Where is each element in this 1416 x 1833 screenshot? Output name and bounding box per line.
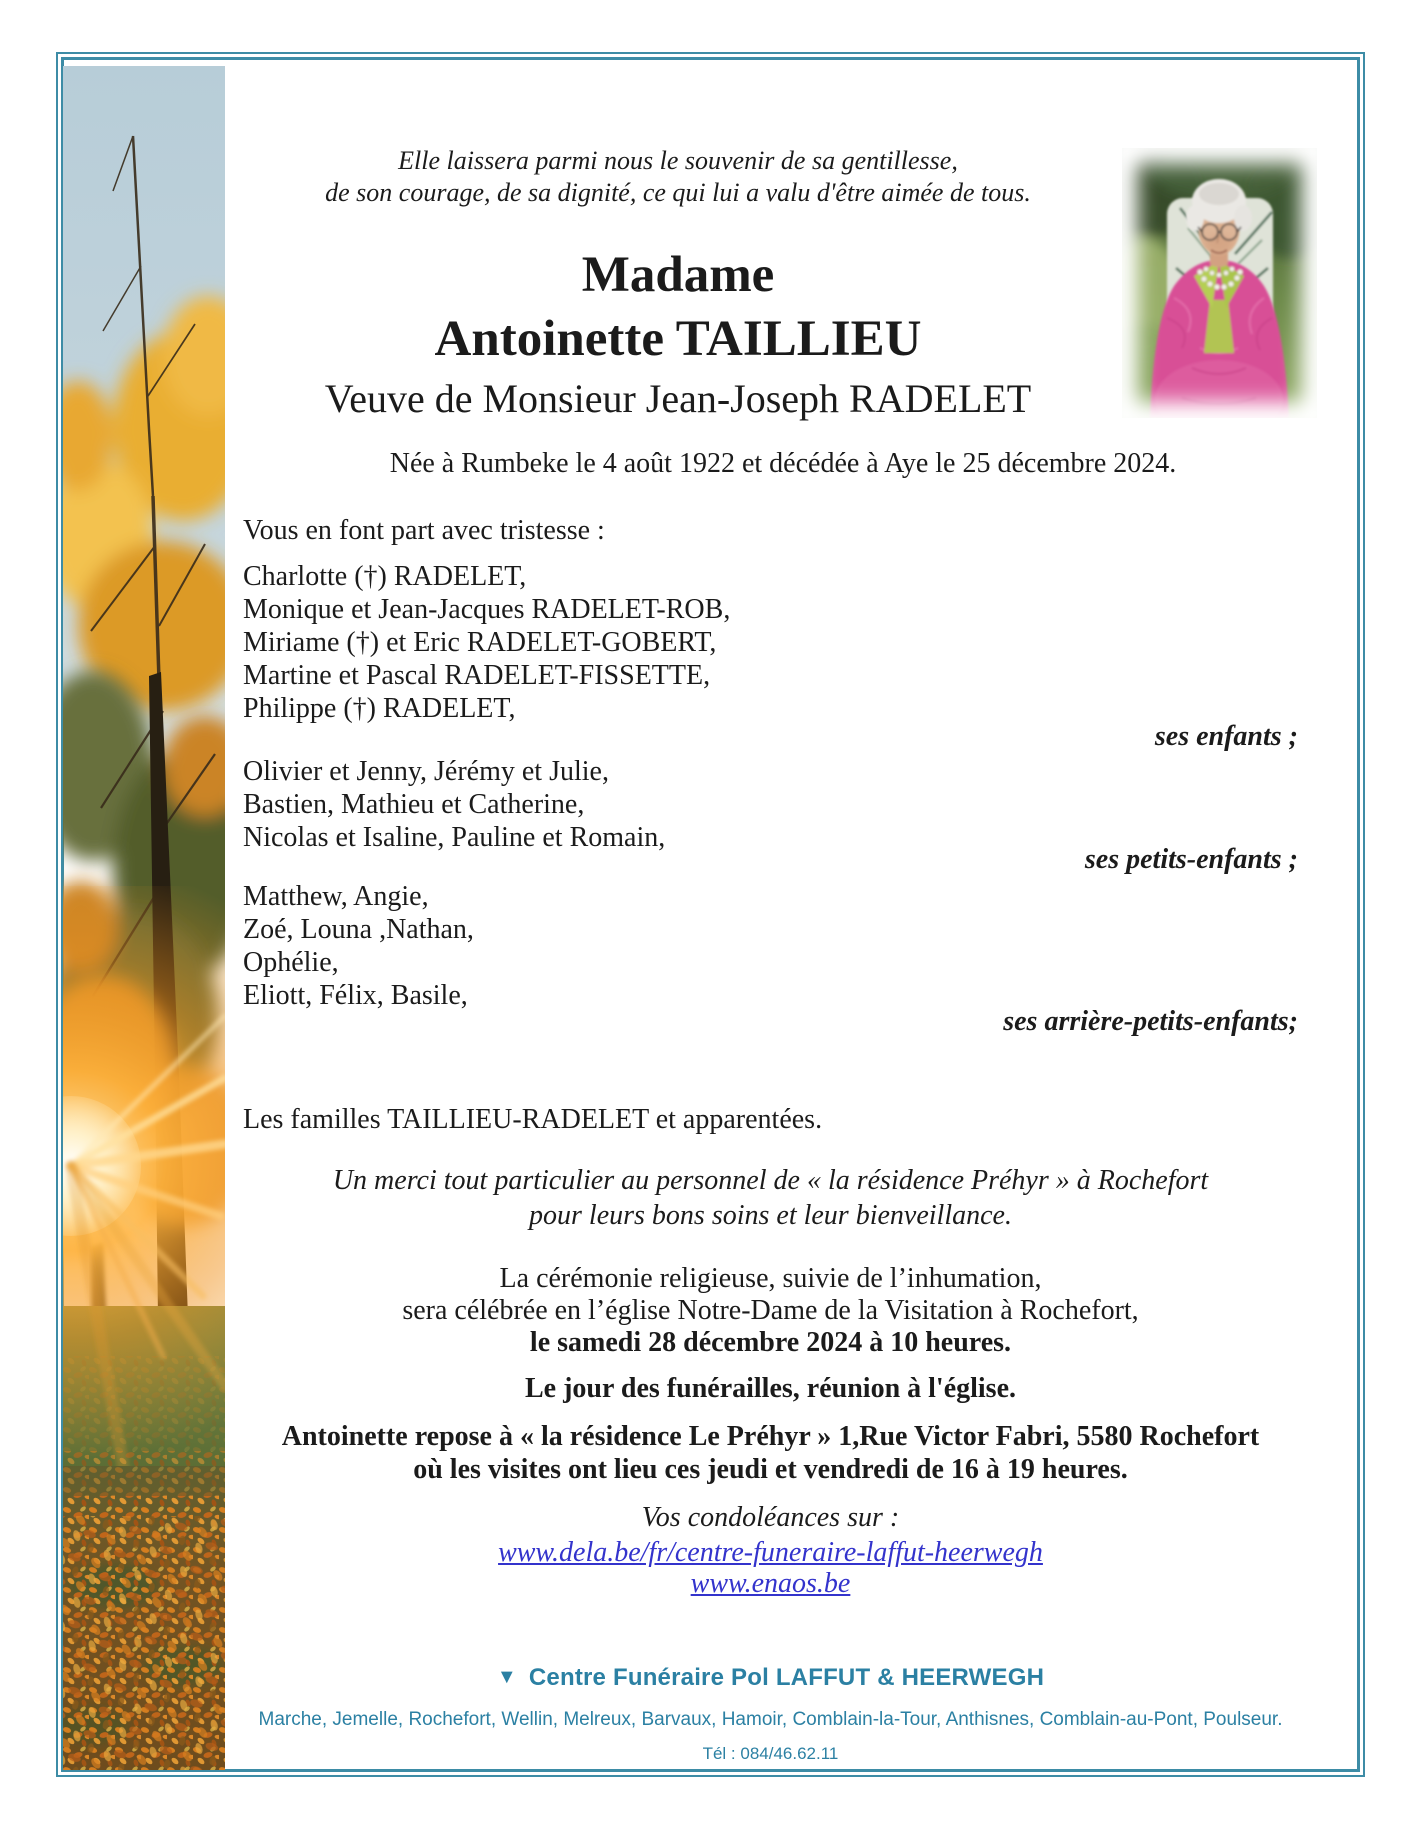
widow-of-line: Veuve de Monsieur Jean-Joseph RADELET (324, 376, 1032, 421)
announcement-line: Vous en font part avec tristesse : (243, 515, 605, 546)
list-item: Bastien, Mathieu et Catherine, (243, 789, 585, 820)
thanks-line1: Un merci tout particulier au personnel de « la résidence Préhyr » à Rochefort (332, 1165, 1209, 1196)
funeral-home-name: Centre Funéraire Pol LAFFUT & HEERWEGH (528, 1664, 1045, 1691)
memorial-quote-line1: Elle laissera parmi nous le souvenir de sa gentillesse, (398, 146, 958, 175)
list-item: Philippe (†) RADELET, (243, 693, 516, 724)
life-dates-line: Née à Rumbeke le 4 août 1922 et décédée à Aye le 25 décembre 2024. (389, 448, 1177, 479)
ceremony-line1: La cérémonie religieuse, suivie de l’inhumation, (499, 1263, 1042, 1294)
list-item: Martine et Pascal RADELET-FISSETTE, (243, 660, 711, 691)
memorial-quote-line2: de son courage, de sa dignité, ce qui lui a valu d'être aimée de tous. (325, 178, 1031, 207)
ceremony-line2: sera célébrée en l’église Notre-Dame de la Visitation à Rochefort, (402, 1295, 1139, 1326)
list-item: Monique et Jean-Jacques RADELET-ROB, (243, 594, 731, 625)
grandchildren-label: ses petits-enfants ; (1084, 844, 1298, 875)
condolences-link-2-row (243, 1567, 1298, 1600)
main-text-column (243, 0, 1298, 1833)
thanks-line2: pour leurs bons soins et leur bienveillance. (529, 1200, 1012, 1231)
ceremony-date-line: le samedi 28 décembre 2024 à 10 heures. (529, 1327, 1012, 1358)
deceased-name: Antoinette TAILLIEU (434, 311, 922, 367)
great-grandchildren-list (243, 880, 474, 1012)
list-item: Nicolas et Isaline, Pauline et Romain, (243, 822, 666, 853)
condolences-link-dela[interactable]: www.dela.be/fr/centre-funeraire-laffut-heerwegh (498, 1537, 1043, 1568)
ceremony-paragraph (243, 1263, 1298, 1359)
autumn-photo-strip (63, 66, 225, 1770)
funeral-day-line: Le jour des funérailles, réunion à l'église. (524, 1373, 1017, 1404)
funeral-home-phone: Tél : 084/46.62.11 (702, 1744, 839, 1763)
thanks-paragraph (243, 1163, 1298, 1233)
funeral-home-brand (243, 1664, 1298, 1692)
list-item: Zoé, Louna ,Nathan, (243, 914, 474, 945)
list-item: Eliott, Félix, Basile, (243, 980, 468, 1011)
repose-line1: Antoinette repose à « la résidence Le Préhyr » 1,Rue Victor Fabri, 5580 Rochefort (281, 1421, 1260, 1452)
list-item: Ophélie, (243, 947, 339, 978)
condolences-label: Vos condoléances sur : (641, 1502, 900, 1533)
families-line: Les familles TAILLIEU-RADELET et apparentées. (243, 1104, 823, 1135)
list-item: Olivier et Jenny, Jérémy et Julie, (243, 756, 609, 787)
children-label: ses enfants ; (1154, 721, 1298, 752)
title-salutation: Madame (581, 247, 775, 303)
great-grandchildren-label: ses arrière-petits-enfants; (1003, 1006, 1298, 1037)
condolences-link-1-row (243, 1536, 1298, 1569)
repose-paragraph (243, 1420, 1298, 1486)
list-item: Matthew, Angie, (243, 881, 429, 912)
memorial-quote (243, 145, 1113, 209)
grandchildren-list (243, 755, 665, 854)
repose-line2: où les visites ont lieu ces jeudi et vendredi de 16 à 19 heures. (413, 1454, 1128, 1485)
autumn-photo-illustration (63, 66, 225, 1770)
funeral-home-cities: Marche, Jemelle, Rochefort, Wellin, Melreux, Barvaux, Hamoir, Comblain-la-Tour, Anthisnes, Comblain-au-Pont, Poulseur. (258, 1709, 1283, 1730)
triangle-icon: ▼ (496, 1666, 517, 1688)
children-list (243, 560, 730, 725)
list-item: Miriame (†) et Eric RADELET-GOBERT, (243, 627, 717, 658)
condolences-link-enaos[interactable]: www.enaos.be (690, 1568, 851, 1599)
list-item: Charlotte (†) RADELET, (243, 561, 527, 592)
